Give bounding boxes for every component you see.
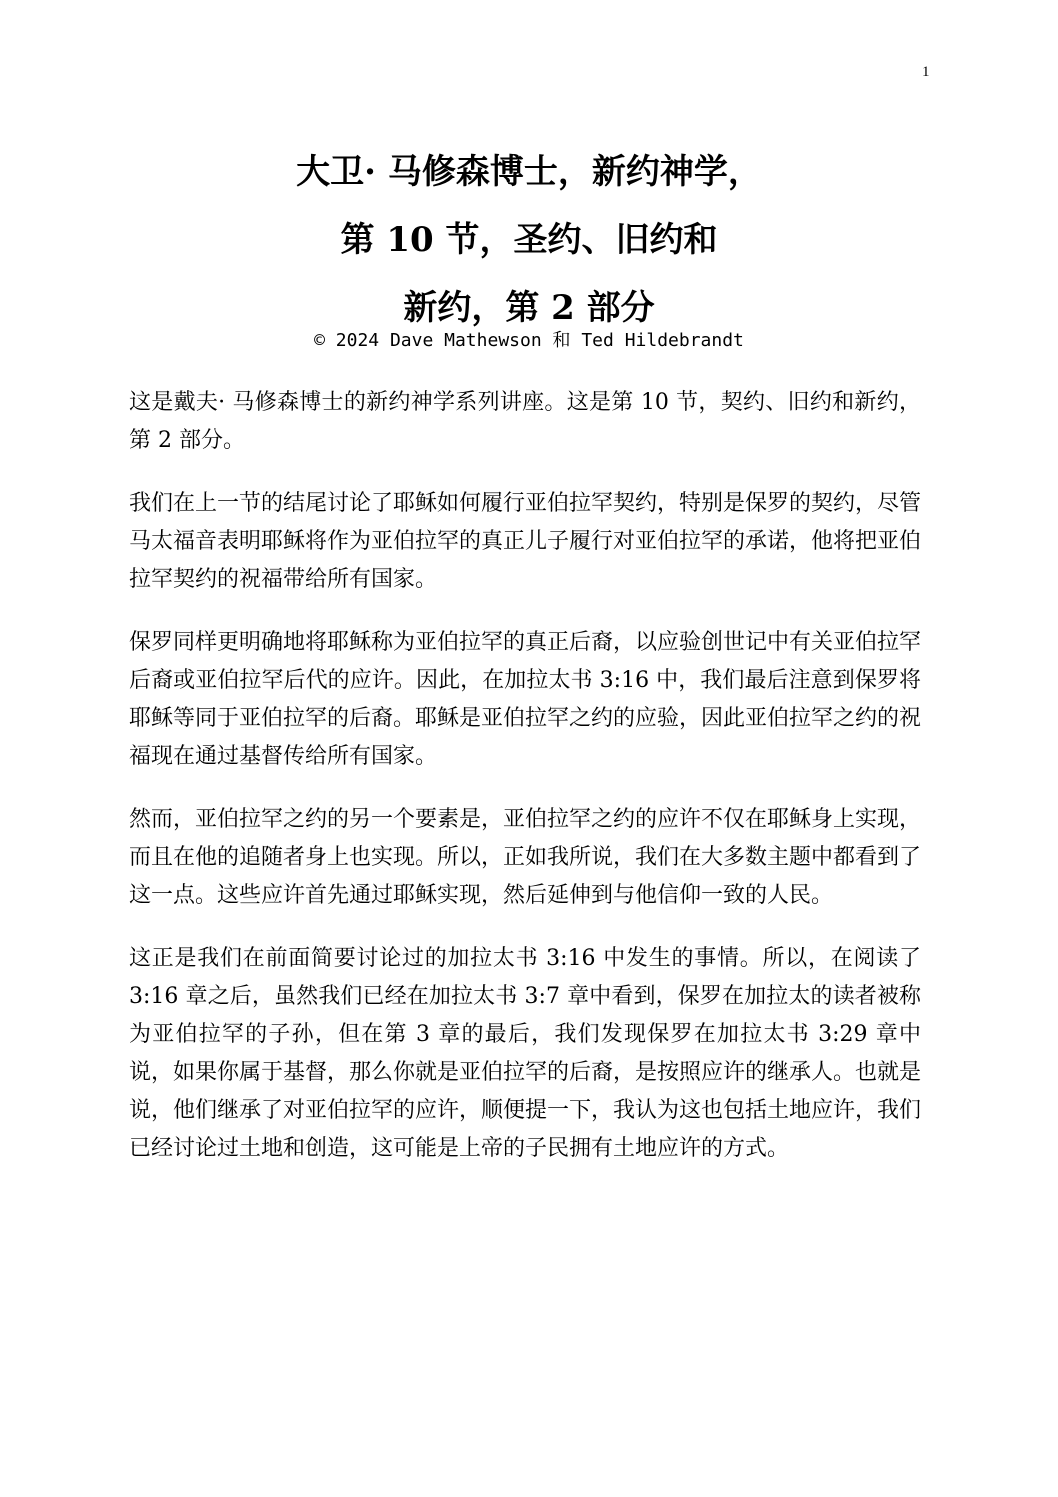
page-number: 1 [922, 64, 930, 80]
paragraph-1: 这是戴夫· 马修森博士的新约神学系列讲座。这是第 10 节，契约、旧约和新约，第 2 部分。 [129, 390, 921, 453]
title-line-2: 第 10 节，圣约、旧约和 [340, 220, 718, 260]
title-line-3: 新约，第 2 部分 [403, 288, 655, 328]
paragraph-5: 这正是我们在前面简要讨论过的加拉太书 3:16 中发生的事情。所以，在阅读了 3:16 章之后，虽然我们已经在加拉太书 3:7 章中看到，保罗在加拉太的读者被称为亚伯拉罕的子孙，但在第 3 章的最后，我们发现保罗在加拉太书 3:29 章中说，如果你属于基督，那么你就是亚伯拉罕的后裔，是按照应许的继承人。也就是说，他们继承了对亚伯拉罕的应许，顺便提一下，我认为这也包括土地应许，我们已经讨论过土地和创造，这可能是上帝的子民拥有土地应许的方式。 [129, 946, 922, 1161]
body-text [129, 384, 921, 1193]
paragraph-2: 我们在上一节的结尾讨论了耶稣如何履行亚伯拉罕契约，特别是保罗的契约，尽管马太福音表明耶稣将作为亚伯拉罕的真正儿子履行对亚伯拉罕的承诺，他将把亚伯拉罕契约的祝福带给所有国家。 [129, 491, 922, 592]
copyright-line: © 2024 Dave Mathewson 和 Ted Hildebrandt [314, 330, 744, 351]
document-title [0, 138, 1058, 342]
title-line-1: 大卫· 马修森博士，新约神学， [296, 152, 762, 192]
paragraph-4: 然而，亚伯拉罕之约的另一个要素是，亚伯拉罕之约的应许不仅在耶稣身上实现，而且在他的追随者身上也实现。所以，正如我所说，我们在大多数主题中都看到了这一点。这些应许首先通过耶稣实现，然后延伸到与他信仰一致的人民。 [129, 807, 922, 908]
paragraph-3: 保罗同样更明确地将耶稣称为亚伯拉罕的真正后裔，以应验创世记中有关亚伯拉罕后裔或亚伯拉罕后代的应许。因此，在加拉太书 3:16 中，我们最后注意到保罗将耶稣等同于亚伯拉罕的后裔。耶稣是亚伯拉罕之约的应验，因此亚伯拉罕之约的祝福现在通过基督传给所有国家。 [129, 630, 922, 769]
